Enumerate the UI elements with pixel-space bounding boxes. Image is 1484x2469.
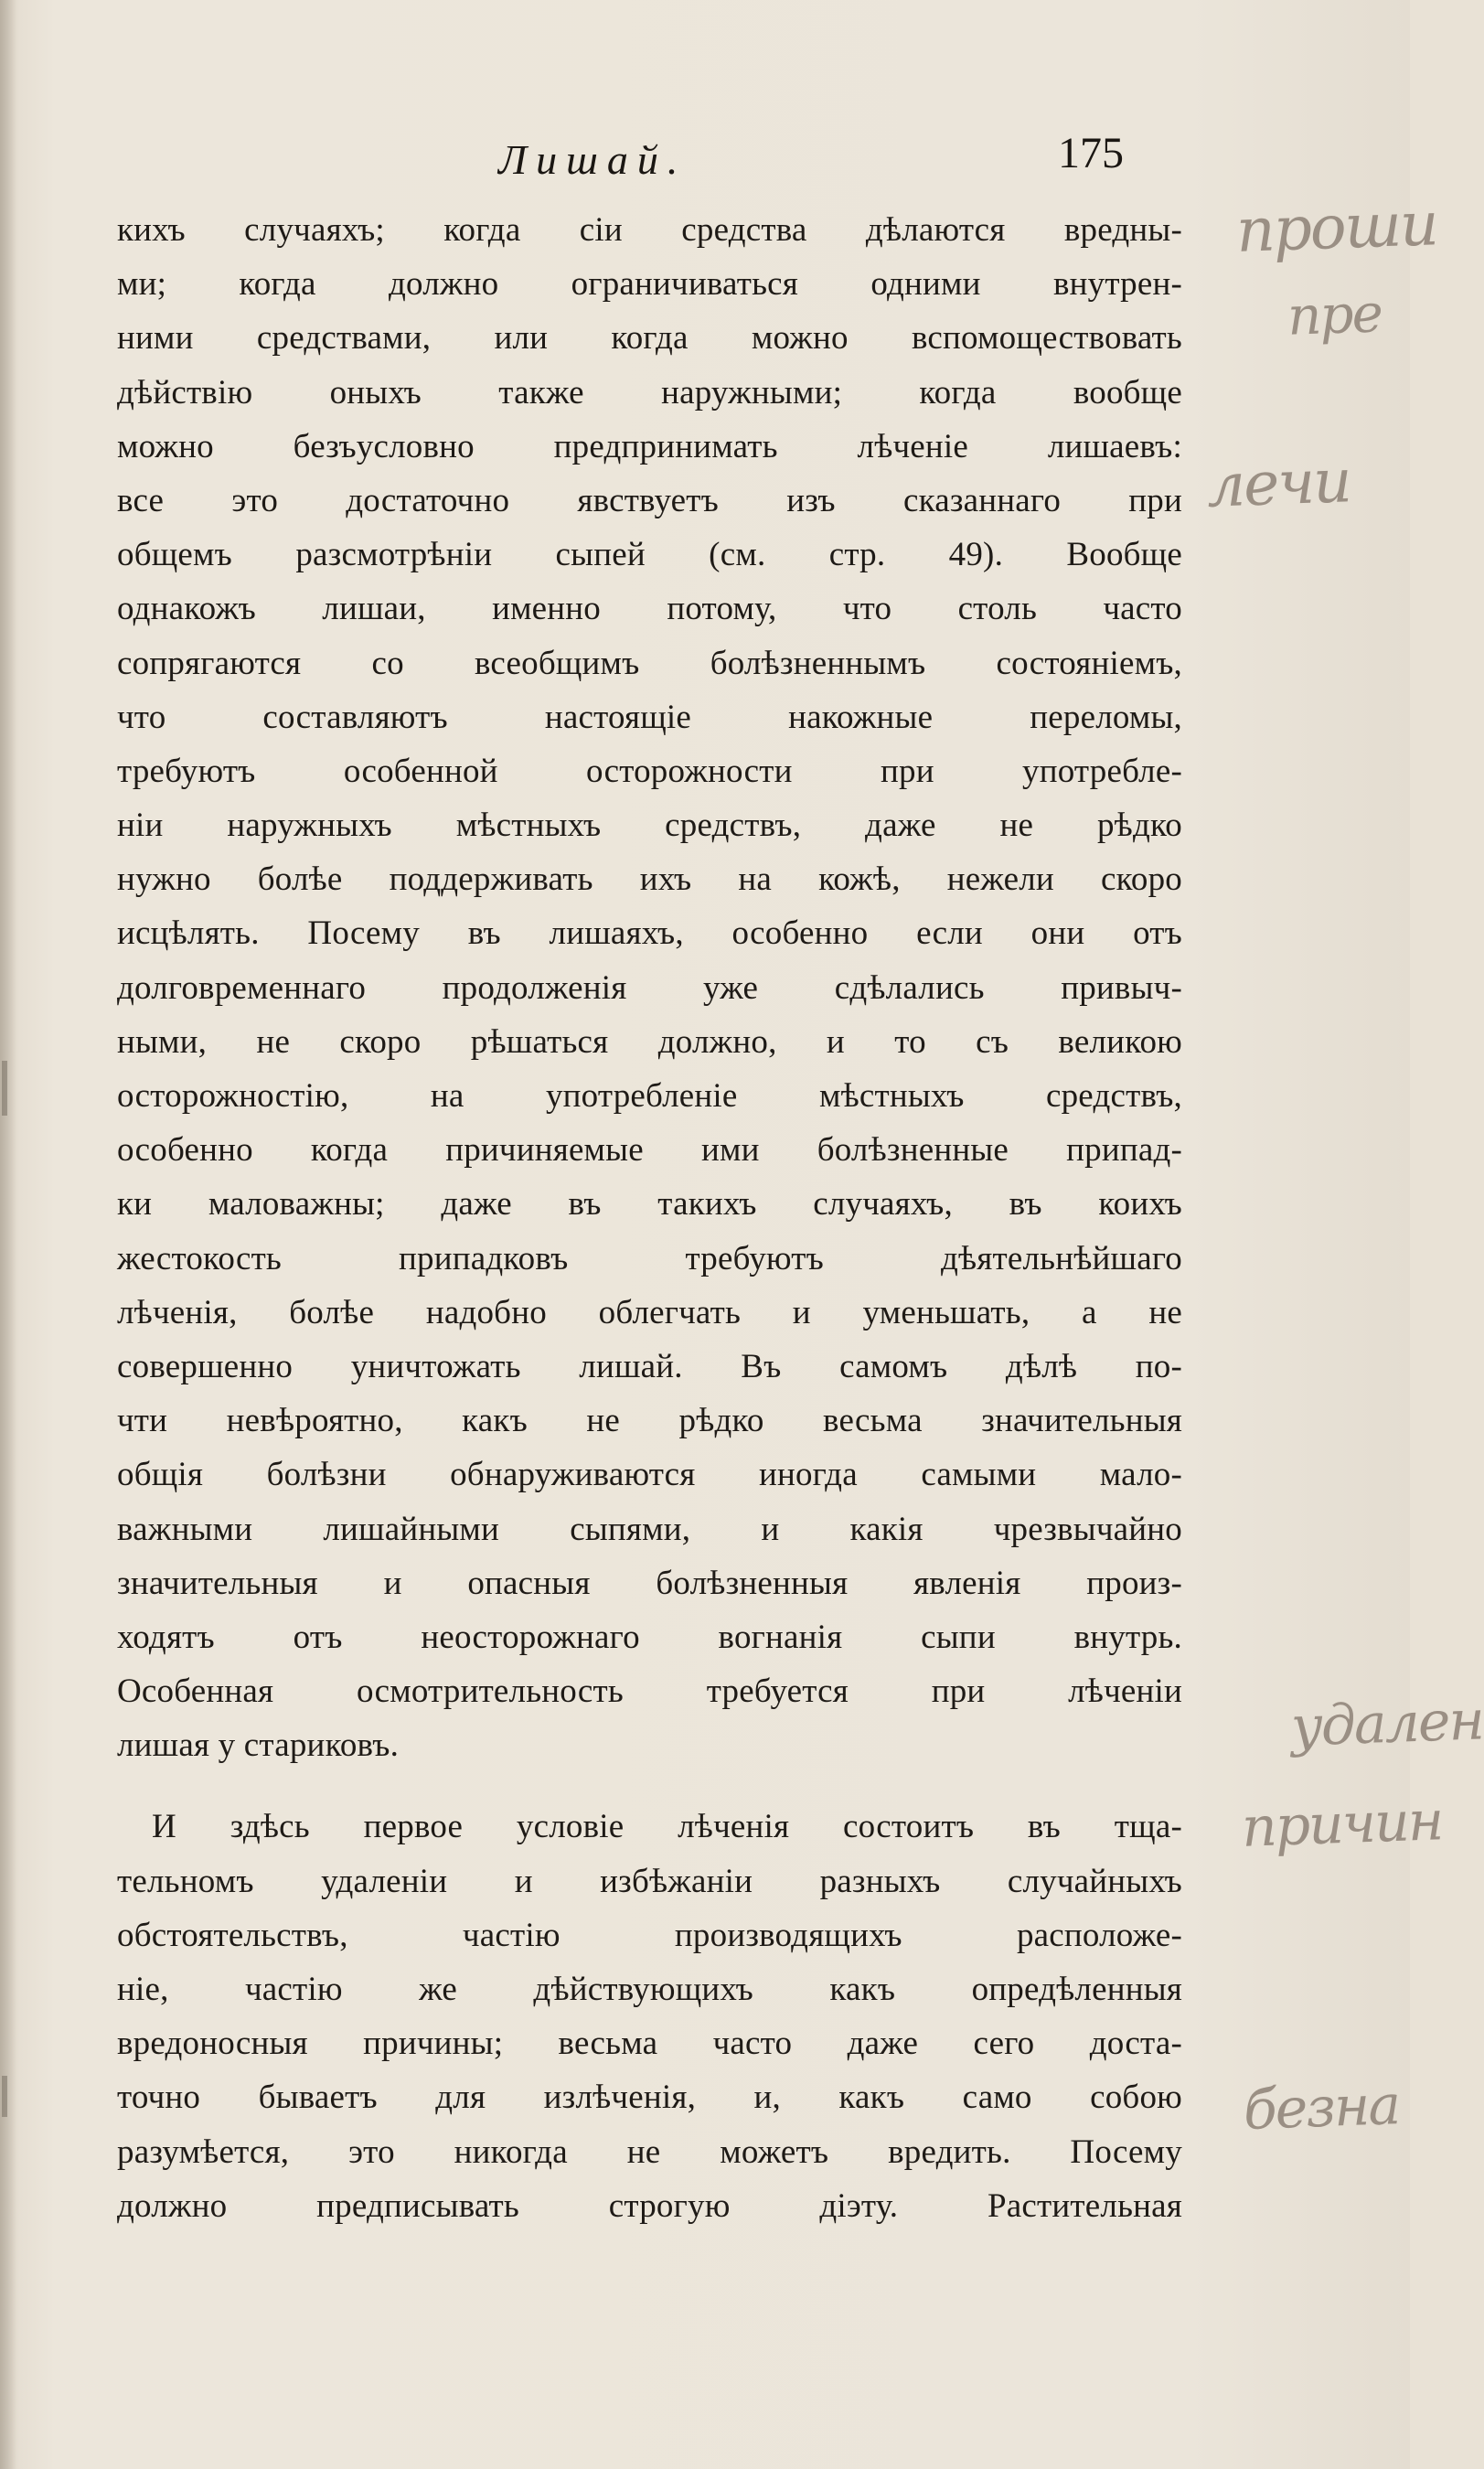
- text-line: что составляютъ настоящіе накожные переломы,: [117, 698, 1182, 736]
- text-line: разумѣется, это никогда не можетъ вредить. Посему: [117, 2132, 1182, 2171]
- text-line: лишая у стариковъ.: [117, 1726, 400, 1765]
- text-line: вредоносныя причины; весьма часто даже сего доста-: [117, 2025, 1182, 2063]
- text-line: дѣйствію оныхъ также наружными; когда вообще: [117, 373, 1182, 412]
- text-line: значительныя и опасныя болѣзненныя явленія произ-: [117, 1564, 1182, 1602]
- paragraph-gap: [117, 1772, 1182, 1800]
- paragraph-2: [117, 1800, 1182, 2233]
- page-edge-mark: [2, 1061, 7, 1116]
- text-line: кихъ случаяхъ; когда сіи средства дѣлаются вредны-: [117, 211, 1182, 249]
- text-line: осторожностію, на употребленіе мѣстныхъ средствъ,: [117, 1077, 1182, 1115]
- text-line: сопрягаются со всеобщимъ болѣзненнымъ состояніемъ,: [117, 644, 1182, 682]
- handwritten-note: пре: [1286, 282, 1383, 347]
- text-line: общемъ разсмотрѣніи сыпей (см. стр. 49). Вообще: [117, 536, 1182, 574]
- text-line: долговременнаго продолженія уже сдѣлались привыч-: [117, 968, 1182, 1007]
- handwritten-note: удален: [1289, 1688, 1484, 1759]
- text-line: ми; когда должно ограничиваться одними внутрен-: [117, 265, 1182, 304]
- running-head: Лишай.: [498, 136, 688, 183]
- handwritten-note: причин: [1240, 1789, 1444, 1860]
- page-edge-mark: [2, 2076, 7, 2117]
- handwritten-note: проши: [1234, 188, 1438, 266]
- page-number: 175: [1058, 129, 1124, 177]
- text-line: обстоятельствъ, частію производящихъ расположе-: [117, 1916, 1182, 1954]
- margin-notes: [1189, 0, 1484, 2469]
- text-line: чти невѣроятно, какъ не рѣдко весьма значительныя: [117, 1402, 1182, 1440]
- text-line: точно бываетъ для излѣченія, и, какъ само собою: [117, 2079, 1182, 2117]
- text-line: требуютъ особенной осторожности при употребле-: [117, 752, 1182, 790]
- text-line: нужно болѣе поддерживать ихъ на кожѣ, нежели скоро: [117, 860, 1182, 899]
- text-line: лѣченія, болѣе надобно облегчать и уменьшать, а не: [117, 1293, 1182, 1331]
- text-line: ными, не скоро рѣшаться должно, и то съ великою: [117, 1022, 1182, 1061]
- text-line: ніе, частію же дѣйствующихъ какъ опредѣленныя: [117, 1971, 1182, 2008]
- text-line: тельномъ удаленіи и избѣжаніи разныхъ случайныхъ: [117, 1862, 1182, 1900]
- text-line: важными лишайными сыпями, и какія чрезвычайно: [117, 1510, 1182, 1548]
- text-line: общія болѣзни обнаруживаются иногда самыми мало-: [117, 1456, 1182, 1494]
- paragraph-1: [117, 203, 1182, 1772]
- text-line: ними средствами, или когда можно вспомоществовать: [117, 319, 1182, 358]
- text-line: ніи наружныхъ мѣстныхъ средствъ, даже не рѣдко: [117, 807, 1182, 845]
- text-line: однакожъ лишаи, именно потому, что столь часто: [117, 590, 1182, 628]
- text-line: совершенно уничтожать лишай. Въ самомъ дѣлѣ по-: [117, 1347, 1182, 1385]
- text-line: можно безъусловно предпринимать лѣченіе лишаевъ:: [117, 427, 1182, 465]
- text-line: все это достаточно явствуетъ изъ сказаннаго при: [117, 481, 1182, 519]
- text-line: должно предписывать строгую діэту. Растительная: [117, 2186, 1182, 2225]
- text-line: И здѣсь первое условіе лѣченія состоитъ въ тща-: [152, 1808, 1182, 1846]
- text-line: особенно когда причиняемые ими болѣзненные припад-: [117, 1131, 1182, 1170]
- text-line: ки маловажны; даже въ такихъ случаяхъ, въ коихъ: [117, 1185, 1182, 1224]
- handwritten-note: безна: [1242, 2073, 1401, 2143]
- text-line: Особенная осмотрительность требуется при лѣченіи: [117, 1673, 1182, 1711]
- handwritten-note: лечи: [1205, 445, 1351, 521]
- text-line: ходятъ отъ неосторожнаго вогнанія сыпи внутрь.: [117, 1618, 1182, 1656]
- text-line: жестокость припадковъ требуютъ дѣятельнѣйшаго: [117, 1239, 1182, 1277]
- body-text: [117, 203, 1182, 2233]
- text-line: исцѣлять. Посему въ лишаяхъ, особенно если они отъ: [117, 914, 1182, 953]
